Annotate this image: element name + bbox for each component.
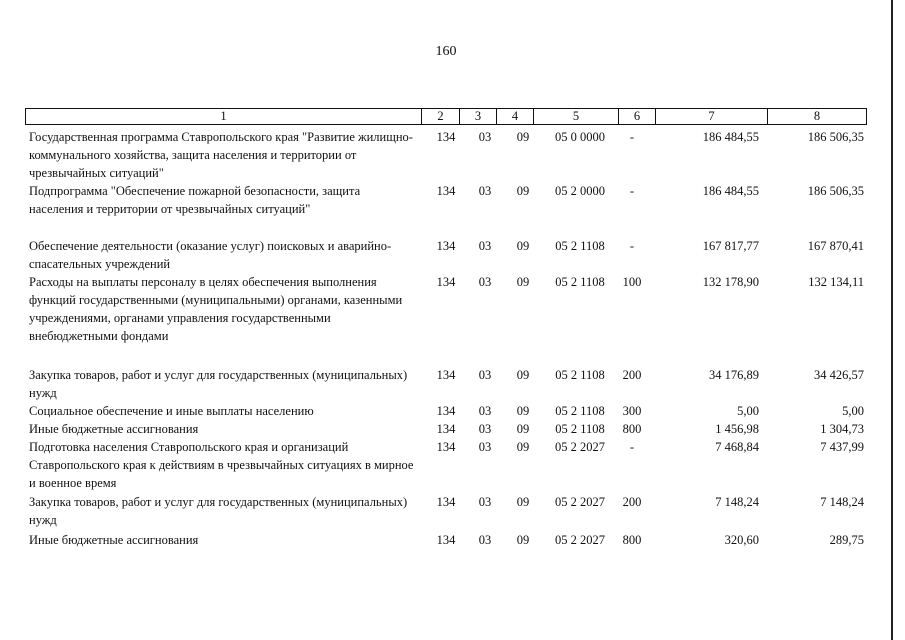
row-name: Закупка товаров, работ и услуг для государственных (муниципальных) нужд <box>29 495 408 527</box>
row-col-6: - <box>629 184 635 198</box>
row-col-4: 09 <box>516 495 530 509</box>
header-col-4: 4 <box>496 108 534 125</box>
row-col-5: 05 2 1108 <box>555 404 605 418</box>
row-col-5: 05 2 0000 <box>555 184 605 198</box>
header-col-1: 1 <box>25 108 422 125</box>
row-col-8: 7 148,24 <box>820 495 864 509</box>
row-col-8: 34 426,57 <box>814 368 864 382</box>
row-col-3: 03 <box>478 130 492 144</box>
row-col-2: 134 <box>436 368 456 382</box>
row-col-7: 320,60 <box>724 533 759 547</box>
header-col-6: 6 <box>618 108 656 125</box>
row-col-8: 5,00 <box>842 404 864 418</box>
row-col-5: 05 2 1108 <box>555 239 605 253</box>
row-col-5: 05 2 2027 <box>555 440 605 454</box>
row-col-7: 1 456,98 <box>715 422 759 436</box>
header-col-7: 7 <box>655 108 768 125</box>
row-col-8: 132 134,11 <box>808 275 864 289</box>
row-name: Закупка товаров, работ и услуг для государственных (муниципальных) нужд <box>29 368 408 400</box>
row-col-5: 05 2 1108 <box>555 368 605 382</box>
row-col-8: 1 304,73 <box>820 422 864 436</box>
row-col-5: 05 2 1108 <box>555 275 605 289</box>
row-col-4: 09 <box>516 184 530 198</box>
row-name: Социальное обеспечение и иные выплаты населению <box>29 404 314 418</box>
row-col-7: 34 176,89 <box>709 368 759 382</box>
row-col-6: - <box>629 239 635 253</box>
row-col-7: 7 468,84 <box>715 440 759 454</box>
row-col-4: 09 <box>516 130 530 144</box>
row-col-7: 5,00 <box>737 404 759 418</box>
page-edge-line <box>891 0 893 640</box>
row-col-3: 03 <box>478 275 492 289</box>
page-number: 160 <box>435 44 457 59</box>
row-col-8: 289,75 <box>829 533 864 547</box>
header-col-5: 5 <box>533 108 619 125</box>
row-col-5: 05 0 0000 <box>555 130 605 144</box>
row-col-2: 134 <box>436 404 456 418</box>
row-col-8: 186 506,35 <box>807 184 864 198</box>
row-col-3: 03 <box>478 239 492 253</box>
row-col-7: 186 484,55 <box>702 184 759 198</box>
row-col-3: 03 <box>478 422 492 436</box>
row-col-6: 200 <box>622 495 642 509</box>
row-name: Государственная программа Ставропольского края "Развитие жилищно-коммунального хозяйства, защита населения и территории от чрезвычайных ситуаций" <box>29 130 413 180</box>
row-col-3: 03 <box>478 368 492 382</box>
row-col-6: 800 <box>622 533 642 547</box>
row-col-2: 134 <box>436 533 456 547</box>
row-col-6: 800 <box>622 422 642 436</box>
row-col-6: 200 <box>622 368 642 382</box>
row-name: Иные бюджетные ассигнования <box>29 533 199 547</box>
row-col-4: 09 <box>516 404 530 418</box>
row-col-8: 7 437,99 <box>820 440 864 454</box>
row-col-3: 03 <box>478 184 492 198</box>
row-col-2: 134 <box>436 275 456 289</box>
row-col-6: 100 <box>622 275 642 289</box>
row-col-2: 134 <box>436 239 456 253</box>
row-col-7: 186 484,55 <box>702 130 759 144</box>
header-col-8: 8 <box>767 108 867 125</box>
row-col-5: 05 2 1108 <box>555 422 605 436</box>
row-name: Расходы на выплаты персоналу в целях обеспечения выполнения функций государственными (муниципальными) органами, казенными учреждениями, органами управления государственными внебюджетными фондами <box>29 275 403 343</box>
row-name: Подпрограмма "Обеспечение пожарной безопасности, защита населения и территории от чрезвычайных ситуаций" <box>29 184 361 216</box>
row-col-2: 134 <box>436 130 456 144</box>
row-col-4: 09 <box>516 440 530 454</box>
row-col-4: 09 <box>516 422 530 436</box>
row-col-4: 09 <box>516 239 530 253</box>
header-col-3: 3 <box>459 108 497 125</box>
row-col-2: 134 <box>436 440 456 454</box>
row-col-6: - <box>629 130 635 144</box>
header-col-2: 2 <box>421 108 460 125</box>
row-col-8: 167 870,41 <box>807 239 864 253</box>
row-col-4: 09 <box>516 275 530 289</box>
row-col-5: 05 2 2027 <box>555 495 605 509</box>
row-col-3: 03 <box>478 533 492 547</box>
row-col-3: 03 <box>478 404 492 418</box>
row-col-2: 134 <box>436 495 456 509</box>
row-col-8: 186 506,35 <box>807 130 864 144</box>
row-name: Иные бюджетные ассигнования <box>29 422 199 436</box>
row-name: Подготовка населения Ставропольского края и организаций Ставропольского края к действиям в чрезвычайных ситуациях в мирное и военное время <box>29 440 414 490</box>
row-col-4: 09 <box>516 533 530 547</box>
row-col-7: 167 817,77 <box>702 239 759 253</box>
row-col-2: 134 <box>436 422 456 436</box>
row-col-3: 03 <box>478 495 492 509</box>
row-col-3: 03 <box>478 440 492 454</box>
row-col-2: 134 <box>436 184 456 198</box>
row-name: Обеспечение деятельности (оказание услуг) поисковых и аварийно-спасательных учреждений <box>29 239 392 271</box>
row-col-6: - <box>629 440 635 454</box>
row-col-5: 05 2 2027 <box>555 533 605 547</box>
row-col-6: 300 <box>622 404 642 418</box>
row-col-7: 7 148,24 <box>715 495 759 509</box>
row-col-7: 132 178,90 <box>702 275 759 289</box>
row-col-4: 09 <box>516 368 530 382</box>
